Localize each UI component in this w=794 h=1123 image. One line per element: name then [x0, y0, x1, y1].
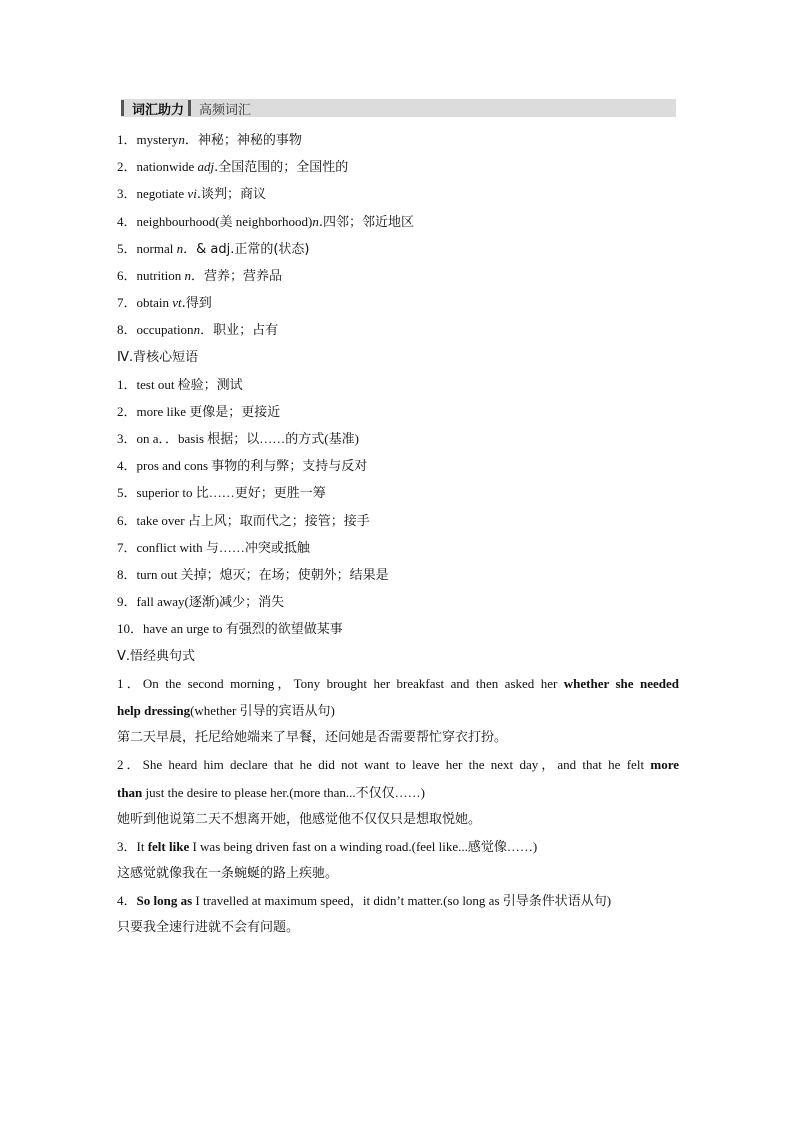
- phrase-item: 5．superior to 比……更好；更胜一筹: [117, 485, 326, 501]
- phrase-item: 2．more like 更像是；更接近: [117, 403, 281, 419]
- vocab-item: 2．nationwide adj.全国范围的；全国性的: [117, 159, 349, 176]
- vocab-item: 3．negotiate vi.谈判；商议: [117, 186, 266, 203]
- sentence-1-line-1: 1．On the second morning，Tony brought her breakfast and then asked her whether she needed: [117, 675, 680, 691]
- sentence-2-translation: 她听到他说第二天不想离开她，他感觉他不仅仅只是想取悦她。: [117, 811, 482, 827]
- phrase-item: 3．on a．．basis 根据；以……的方式(基准): [117, 431, 359, 447]
- vocab-item: 4．neighbourhood(美 neighborhood)n.四邻；邻近地区: [117, 213, 414, 230]
- sentence-4-translation: 只要我全速行进就不会有问题。: [117, 920, 300, 936]
- sentence-3-translation: 这感觉就像我在一条蜿蜒的路上疾驰。: [117, 866, 339, 882]
- sentence-1-translation: 第二天早晨，托尼给她端来了早餐，还问她是否需要帮忙穿衣打扮。: [117, 730, 508, 746]
- vocab-item: 5．normal n．& adj.正常的(状态): [117, 240, 310, 257]
- section-banner: [121, 99, 676, 117]
- phrase-item: 8．turn out 关掉；熄灭；在场；使朝外；结果是: [117, 567, 389, 582]
- sentence-1-line-2: help dressing(whether 引导的宾语从句): [117, 702, 335, 718]
- phrase-item: 4．pros and cons 事物的利与弊；支持与反对: [117, 458, 368, 474]
- banner-title: 词汇助力: [132, 102, 185, 118]
- vocab-item: 7．obtain vt.得到: [117, 295, 212, 312]
- phrase-item: 6．take over 占上风；取而代之；接管；接手: [117, 512, 370, 528]
- vocab-item: 6．nutrition n．营养；营养品: [117, 267, 283, 284]
- banner-subtitle: 高频词汇: [199, 102, 252, 118]
- phrase-item: 7．conflict with 与……冲突或抵触: [117, 539, 310, 555]
- phrase-item: 10．have an urge to 有强烈的欲望做某事: [117, 621, 343, 637]
- sentence-2-line-2: than just the desire to please her.(more than...不仅仅……): [117, 784, 425, 800]
- section-heading-phrases: Ⅳ.背核心短语: [117, 349, 199, 365]
- sentence-2-line-1: 2．She heard him declare that he did not want to leave her the next day，and that he felt more: [117, 757, 679, 773]
- phrase-item: 1．test out 检验；测试: [117, 376, 243, 392]
- section-heading-sentences: Ⅴ.悟经典句式: [117, 648, 196, 664]
- phrase-item: 9．fall away(逐渐)减少；消失: [117, 594, 285, 610]
- vocab-item: 8．occupationn．职业；占有: [117, 322, 279, 339]
- banner-bar-mid: [188, 100, 191, 116]
- banner-bar-left: [121, 100, 124, 116]
- sentence-3: 3．It felt like I was being driven fast on a winding road.(feel like...感觉像……): [117, 838, 538, 854]
- document-body: [117, 126, 679, 942]
- vocab-item: 1．mysteryn．神秘；神秘的事物: [117, 132, 302, 148]
- sentence-4: 4．So long as I travelled at maximum speed，it didn’t matter.(so long as 引导条件状语从句): [117, 893, 612, 909]
